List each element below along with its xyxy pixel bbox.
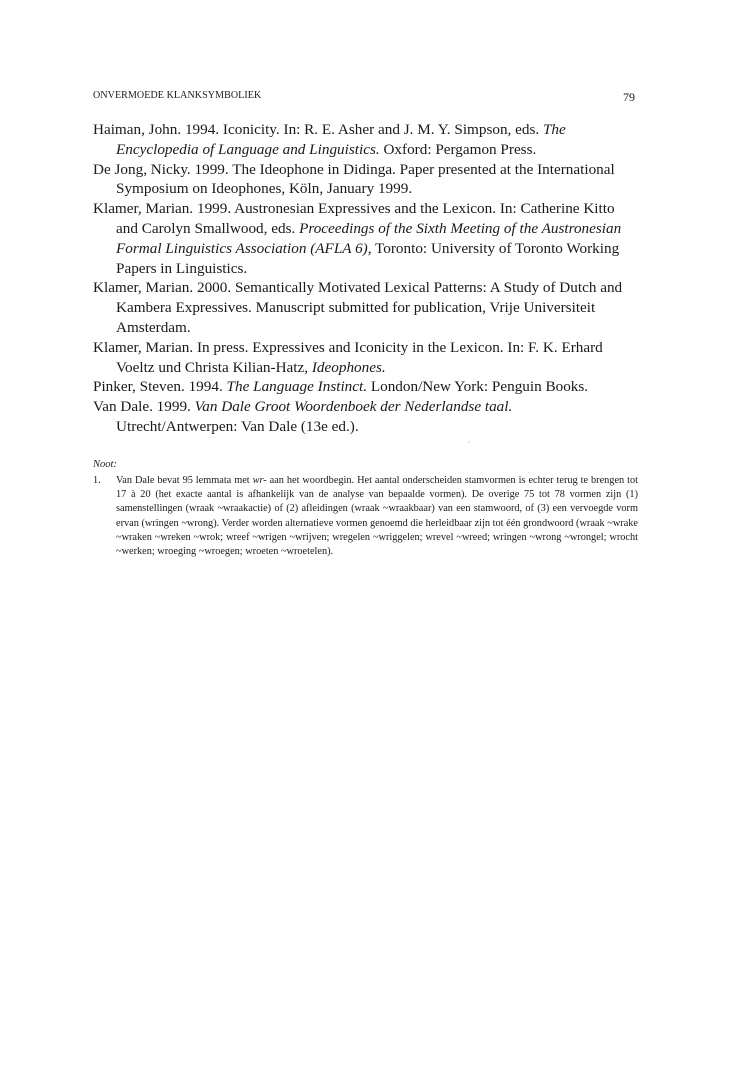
reference-text: De Jong, Nicky. 1999. The Ideophone in Didinga. Paper presented at the International Symposium on Ideophones, Köln, January 1999. <box>93 160 615 198</box>
reference-text: Van Dale. 1999. <box>93 398 195 416</box>
footnotes <box>93 458 638 559</box>
reference-title: Proceedings of the Sixth Meeting of the Austronesian Formal Linguistics Association (AFLA 6), <box>116 219 622 257</box>
reference-publisher: Toronto: University of Toronto Working Papers in Linguistics. <box>116 239 620 277</box>
footnote-text-continued: aan het woordbegin. Het aantal onderscheiden stamvormen is echter terug te brengen tot 17 à 20 (het exacte aantal is afhankelijk van de analyse van bepaalde vormen). De overige 75 tot 78 vormen zijn (1) samenstellingen (wraak ~wraakactie) of (2) afleidingen (wraak ~wraakbaar) van een stamwoord, of (3) een vervoegde vorm ervan (wringen ~wrong). Verder worden alternatieve vormen genoemd die herleidbaar zijn tot één grondwoord (wraak ~wrake ~wraken ~wreken ~wrok; wreef ~wrigen ~wrijven; wregelen ~wriggelen; wrevel ~wreed; wringen ~wrong ~wrongel; wrocht ~werken; wroeging ~wroegen; wroeten ~wroetelen). <box>116 475 638 558</box>
reference-title: Van Dale Groot Woordenboek der Nederlandse taal. <box>194 398 513 416</box>
reference-entry-van-dale <box>93 397 638 437</box>
footnote-text: Van Dale bevat 95 lemmata met <box>116 475 253 486</box>
page-number: 79 <box>623 90 635 104</box>
reference-title: The Language Instinct. <box>226 378 368 396</box>
reference-publisher: Oxford: Pergamon Press. <box>379 140 537 158</box>
scan-speck <box>468 441 470 443</box>
reference-entry-klamer-1999 <box>93 199 638 278</box>
footnote-emphasis: wr- <box>252 475 267 486</box>
running-title: ONVERMOEDE KLANKSYMBOLIEK <box>93 90 262 101</box>
reference-entry-klamer-in-press <box>93 338 638 378</box>
reference-text: Klamer, Marian. 2000. Semantically Motivated Lexical Patterns: A Study of Dutch and Kambera Expressives. Manuscript submitted for publication, Vrije Universiteit Amsterdam. <box>93 279 623 336</box>
reference-publisher: Utrecht/Antwerpen: Van Dale (13e ed.). <box>116 417 359 435</box>
reference-text: Haiman, John. 1994. Iconicity. In: R. E. Asher and J. M. Y. Simpson, eds. <box>93 121 543 138</box>
reference-title: Ideophones. <box>311 358 386 376</box>
reference-entry-klamer-2000 <box>93 278 638 337</box>
reference-text: Pinker, Steven. 1994. <box>93 378 227 396</box>
reference-list <box>93 120 638 437</box>
running-header <box>93 90 635 104</box>
reference-text: Klamer, Marian. 1999. Austronesian Expressives and the Lexicon. In: Catherine Kitto and Carolyn Smallwood, eds. <box>93 200 615 237</box>
footnote-1 <box>93 474 638 559</box>
notes-label: Noot: <box>93 459 117 470</box>
reference-publisher: London/New York: Penguin Books. <box>367 378 589 396</box>
footnote-number: 1. <box>93 475 101 486</box>
reference-entry-haiman <box>93 120 638 160</box>
reference-entry-pinker <box>93 377 638 397</box>
reference-entry-de-jong <box>93 160 638 200</box>
reference-title: The Encyclopedia of Language and Linguistics. <box>116 121 566 158</box>
reference-text: Klamer, Marian. In press. Expressives and Iconicity in the Lexicon. In: F. K. Erhard Voeltz und Christa Kilian-Hatz, <box>93 338 603 376</box>
